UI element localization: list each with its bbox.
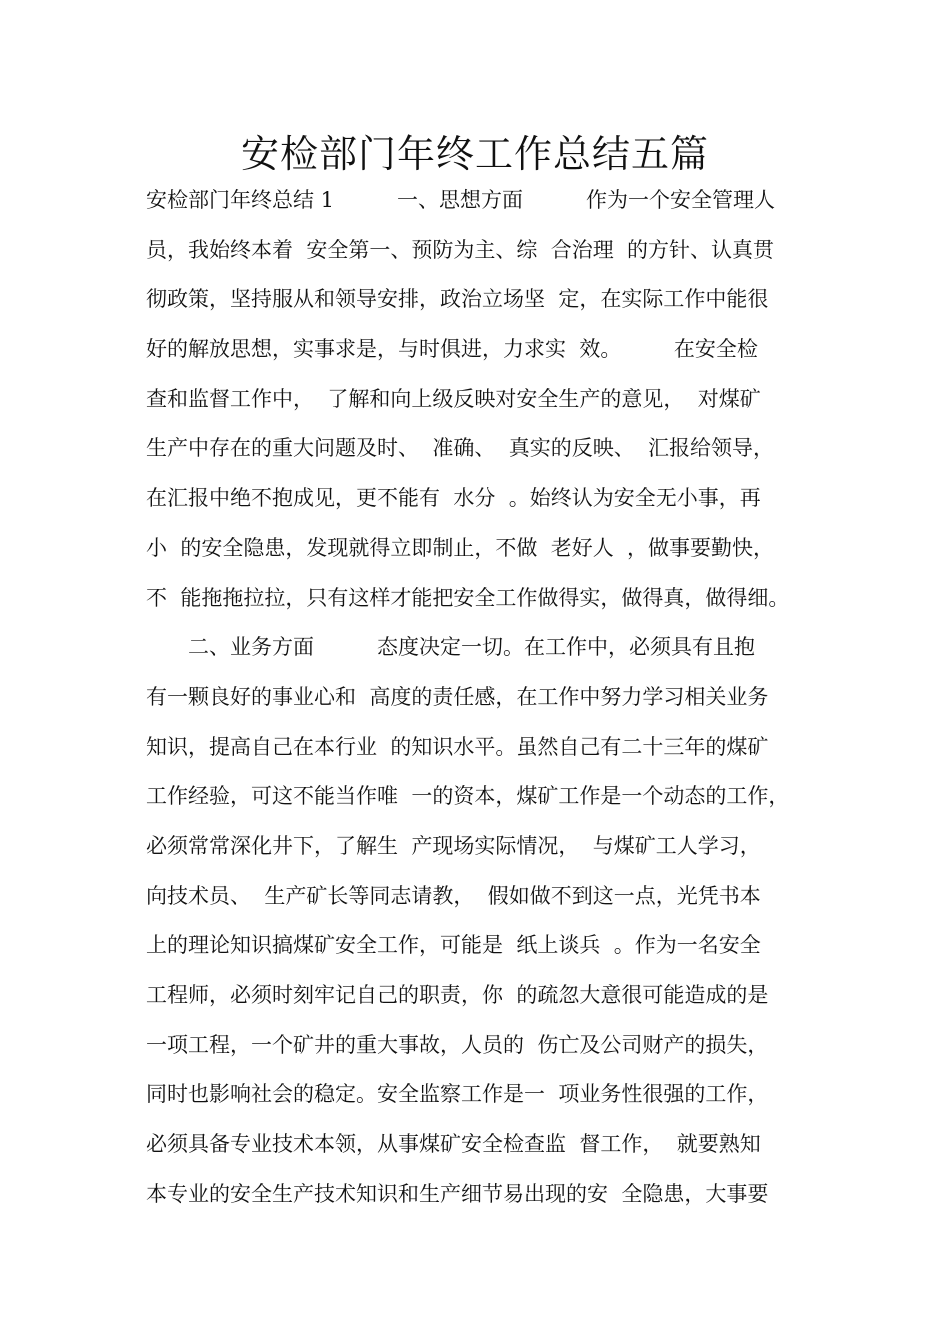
text-line: 生产中存在的重大问题及时、 准确、 真实的反映、 汇报给领导， bbox=[146, 436, 775, 461]
text-line: 工作经验，可这不能当作唯 一的资本，煤矿工作是一个动态的工作， bbox=[146, 784, 790, 809]
text-line: 安检部门年终总结 1 一、思想方面 作为一个安全管理人 bbox=[146, 188, 776, 212]
text-line: 不 能拖拖拉拉，只有这样才能把安全工作做得实，做得真，做得细。 bbox=[146, 585, 790, 610]
document-body bbox=[146, 176, 836, 1219]
text-line: 上的理论知识搞煤矿安全工作，可能是 纸上谈兵 。作为一名安全 bbox=[146, 933, 761, 958]
text-line: 好的解放思想，实事求是，与时俱进，力求实 效。 在安全检 bbox=[146, 337, 758, 362]
text-line: 同时也影响社会的稳定。安全监察工作是一 项业务性很强的工作， bbox=[146, 1082, 769, 1107]
text-line: 工程师，必须时刻牢记自己的职责，你 的疏忽大意很可能造成的是 bbox=[146, 983, 769, 1007]
document-title: 安检部门年终工作总结五篇 bbox=[240, 132, 709, 176]
text-line: 员，我始终本着 安全第一、预防为主、综 合治理 的方针、认真贯 bbox=[146, 237, 775, 262]
text-line: 二、业务方面 态度决定一切。在工作中，必须具有且抱 bbox=[146, 635, 755, 660]
text-line: 彻政策，坚持服从和领导安排，政治立场坚 定，在实际工作中能很 bbox=[146, 287, 769, 312]
text-line: 知识，提高自己在本行业 的知识水平。虽然自己有二十三年的煤矿 bbox=[146, 734, 769, 759]
text-line: 向技术员、 生产矿长等同志请教， 假如做不到这一点，光凭书本 bbox=[146, 883, 761, 908]
text-line: 本专业的安全生产技术知识和生产细节易出现的安 全隐患，大事要 bbox=[146, 1181, 769, 1206]
text-line: 小 的安全隐患，发现就得立即制止，不做 老好人 ，做事要勤快， bbox=[146, 535, 775, 560]
text-line: 有一颗良好的事业心和 高度的责任感，在工作中努力学习相关业务 bbox=[146, 684, 769, 709]
text-line: 必须具备专业技术本领，从事煤矿安全检查监 督工作， 就要熟知 bbox=[146, 1132, 761, 1157]
text-line: 查和监督工作中， 了解和向上级反映对安全生产的意见， 对煤矿 bbox=[146, 386, 761, 411]
text-line: 必须常常深化井下，了解生 产现场实际情况， 与煤矿工人学习， bbox=[146, 833, 761, 858]
text-line: 在汇报中绝不抱成见，更不能有 水分 。始终认为安全无小事，再 bbox=[146, 486, 761, 511]
text-line: 一项工程，一个矿井的重大事故，人员的 伤亡及公司财产的损失， bbox=[146, 1032, 769, 1057]
